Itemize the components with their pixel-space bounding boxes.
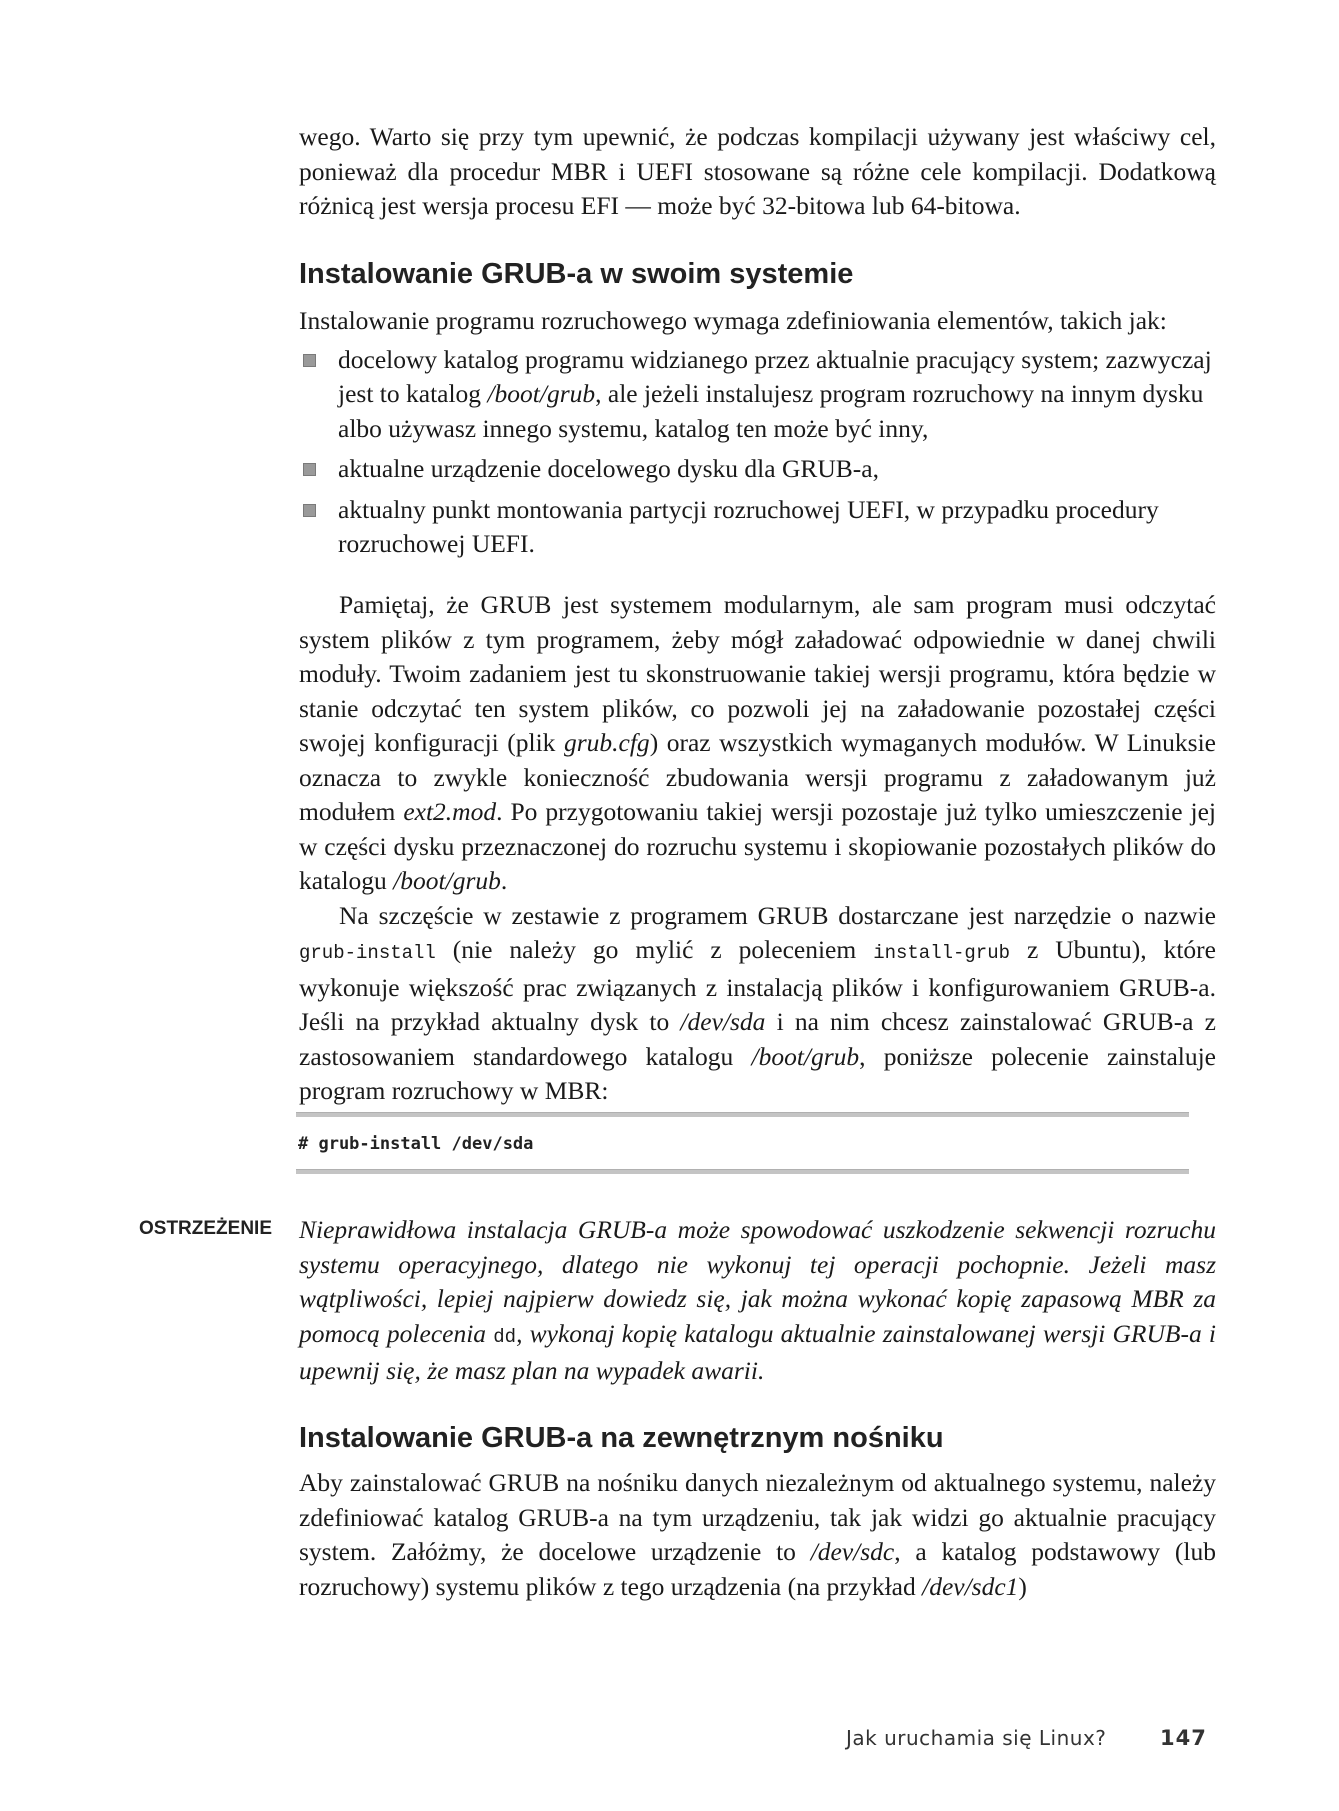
section-2-body — [299, 1466, 1216, 1604]
path-boot-grub: /boot/grub — [487, 379, 596, 408]
code-line: # grub-install /dev/sda — [298, 1134, 534, 1154]
text-run: , a katalog podstawowy (lub rozruchowy) systemu plików z tego urządzenia (na przykład — [299, 1537, 1217, 1601]
code-block — [296, 1112, 1189, 1174]
path-dev-sdc1: /dev/sdc1 — [922, 1571, 1019, 1601]
list-item — [299, 452, 1216, 487]
text-run: ) — [1018, 1571, 1027, 1601]
text-run: Pamiętaj, że GRUB jest systemem modularnym, ale sam program musi odczytać system plików z tym programem, żeby mógł załadować odpowiednie w danej chwili moduły. Twoim zadaniem jest tu skonstruowanie takiej wersji programu, która będzie w stanie odczytać ten system plików, co pozwoli jej na załadowanie pozostałej części swojej konfiguracji (plik — [299, 590, 1216, 757]
path-boot-grub: /boot/grub — [751, 1041, 860, 1071]
square-bullet-icon — [303, 354, 316, 367]
text-run: . Po przygotowaniu takiej wersji pozostaje już tylko umieszczenie jej w części dysku przeznaczonej do rozruchu systemu i skopiowanie pozostałych plików do katalogu — [299, 797, 1217, 895]
square-bullet-icon — [303, 504, 316, 517]
text-run: z Ubuntu), które wykonuje większość prac związanych z instalacją plików i konfigurowaniem GRUB-a. Jeśli na przykład aktualny dysk to — [299, 935, 1216, 1036]
list-item-text: aktualny punkt montowania partycji rozruchowej UEFI, w przypadku procedury rozruchowej UEFI. — [338, 494, 1159, 558]
text-run: Nieprawidłowa instalacja GRUB-a może spowodować uszkodzenie sekwencji rozruchu systemu operacyjnego, dlatego nie wykonuj tej operacji pochopnie. Jeżeli masz wątpliwości, lepiej najpierw dowiedz się, jak można wykonać kopię zapasową MBR za pomocą polecenia — [299, 1215, 1216, 1348]
text-run: , wykonaj kopię katalogu aktualnie zainstalowanej wersji GRUB-a i upewnij się, że masz plan na wypadek awarii. — [299, 1318, 1216, 1385]
text-run: Aby zainstalować GRUB na nośniku danych niezależnym od aktualnego systemu, należy zdefiniować katalog GRUB-a na tym urządzeniu, tak jak widzi go aktualnie pracujący system. Załóżmy, że docelowe urządzenie to — [299, 1468, 1216, 1566]
running-footer-chapter: Jak uruchamia się Linux? — [846, 1726, 1107, 1750]
text-run: i na nim chcesz zainstalować GRUB-a z zastosowaniem standardowego katalogu — [299, 1007, 1216, 1071]
text-run: Na szczęście w zestawie z programem GRUB dostarczane jest narzędzie o nazwie — [339, 900, 1216, 930]
path-dev-sda: /dev/sda — [680, 1007, 766, 1036]
section-1-heading: Instalowanie GRUB-a w swoim systemie — [299, 258, 854, 290]
section-1 — [299, 256, 1216, 292]
section-1-paragraphs — [299, 588, 1216, 1109]
section-1-lead: Instalowanie programu rozruchowego wymaga zdefiniowania elementów, takich jak: — [299, 306, 1167, 335]
path-boot-grub: /boot/grub — [393, 866, 501, 895]
warning-text — [299, 1213, 1216, 1389]
list-item — [299, 493, 1216, 562]
command-dd: dd — [493, 1325, 517, 1348]
path-dev-sdc: /dev/sdc — [810, 1537, 895, 1566]
section-2 — [299, 1420, 1216, 1456]
command-install-grub: install-grub — [873, 942, 1011, 964]
list-item-text-after: , ale jeżeli instalujesz program rozruchowy na innym dysku albo używasz innego systemu, katalog ten może być inny, — [338, 379, 1204, 443]
intro-block — [299, 120, 1216, 224]
warning-block — [299, 1213, 1216, 1389]
section-2-paragraph — [299, 1466, 1216, 1604]
text-run: , poniższe polecenie zainstaluje program rozruchowy w MBR: — [299, 1041, 1216, 1105]
filename-ext2-mod: ext2.mod — [403, 797, 497, 826]
warning-label: OSTRZEŻENIE — [139, 1218, 273, 1239]
intro-paragraph: wego. Warto się przy tym upewnić, że podczas kompilacji używany jest właściwy cel, ponieważ dla procedur MBR i UEFI stosowane są różne cele kompilacji. Dodatkową różnicą jest wersja procesu EFI — może być 32-bitowa lub 64-bitowa. — [299, 122, 1216, 220]
text-run: ) oraz wszystkich wymaganych modułów. W Linuksie oznacza to zwykle konieczność zbudowania wersji programu z załadowanym już modułem — [299, 728, 1216, 826]
page-number: 147 — [1160, 1726, 1207, 1750]
filename-grub-cfg: grub.cfg — [563, 728, 650, 757]
section-1-body — [299, 304, 1216, 568]
list-item-text: aktualne urządzenie docelowego dysku dla GRUB-a, — [338, 454, 879, 483]
list-item — [299, 343, 1216, 447]
section-2-heading: Instalowanie GRUB-a na zewnętrznym nośniku — [299, 1422, 944, 1454]
code-bottom-rule — [296, 1169, 1189, 1174]
square-bullet-icon — [303, 463, 316, 476]
paragraph-grub-install — [299, 899, 1216, 1109]
command-grub-install: grub-install — [299, 942, 436, 964]
text-run: . — [500, 866, 508, 895]
list-item-text-before: docelowy katalog programu widzianego przez aktualnie pracujący system; zazwyczaj jest to katalog — [338, 344, 1212, 408]
requirements-list — [299, 343, 1216, 562]
text-run: (nie należy go mylić z poleceniem — [435, 935, 874, 964]
paragraph-modular — [299, 588, 1216, 899]
